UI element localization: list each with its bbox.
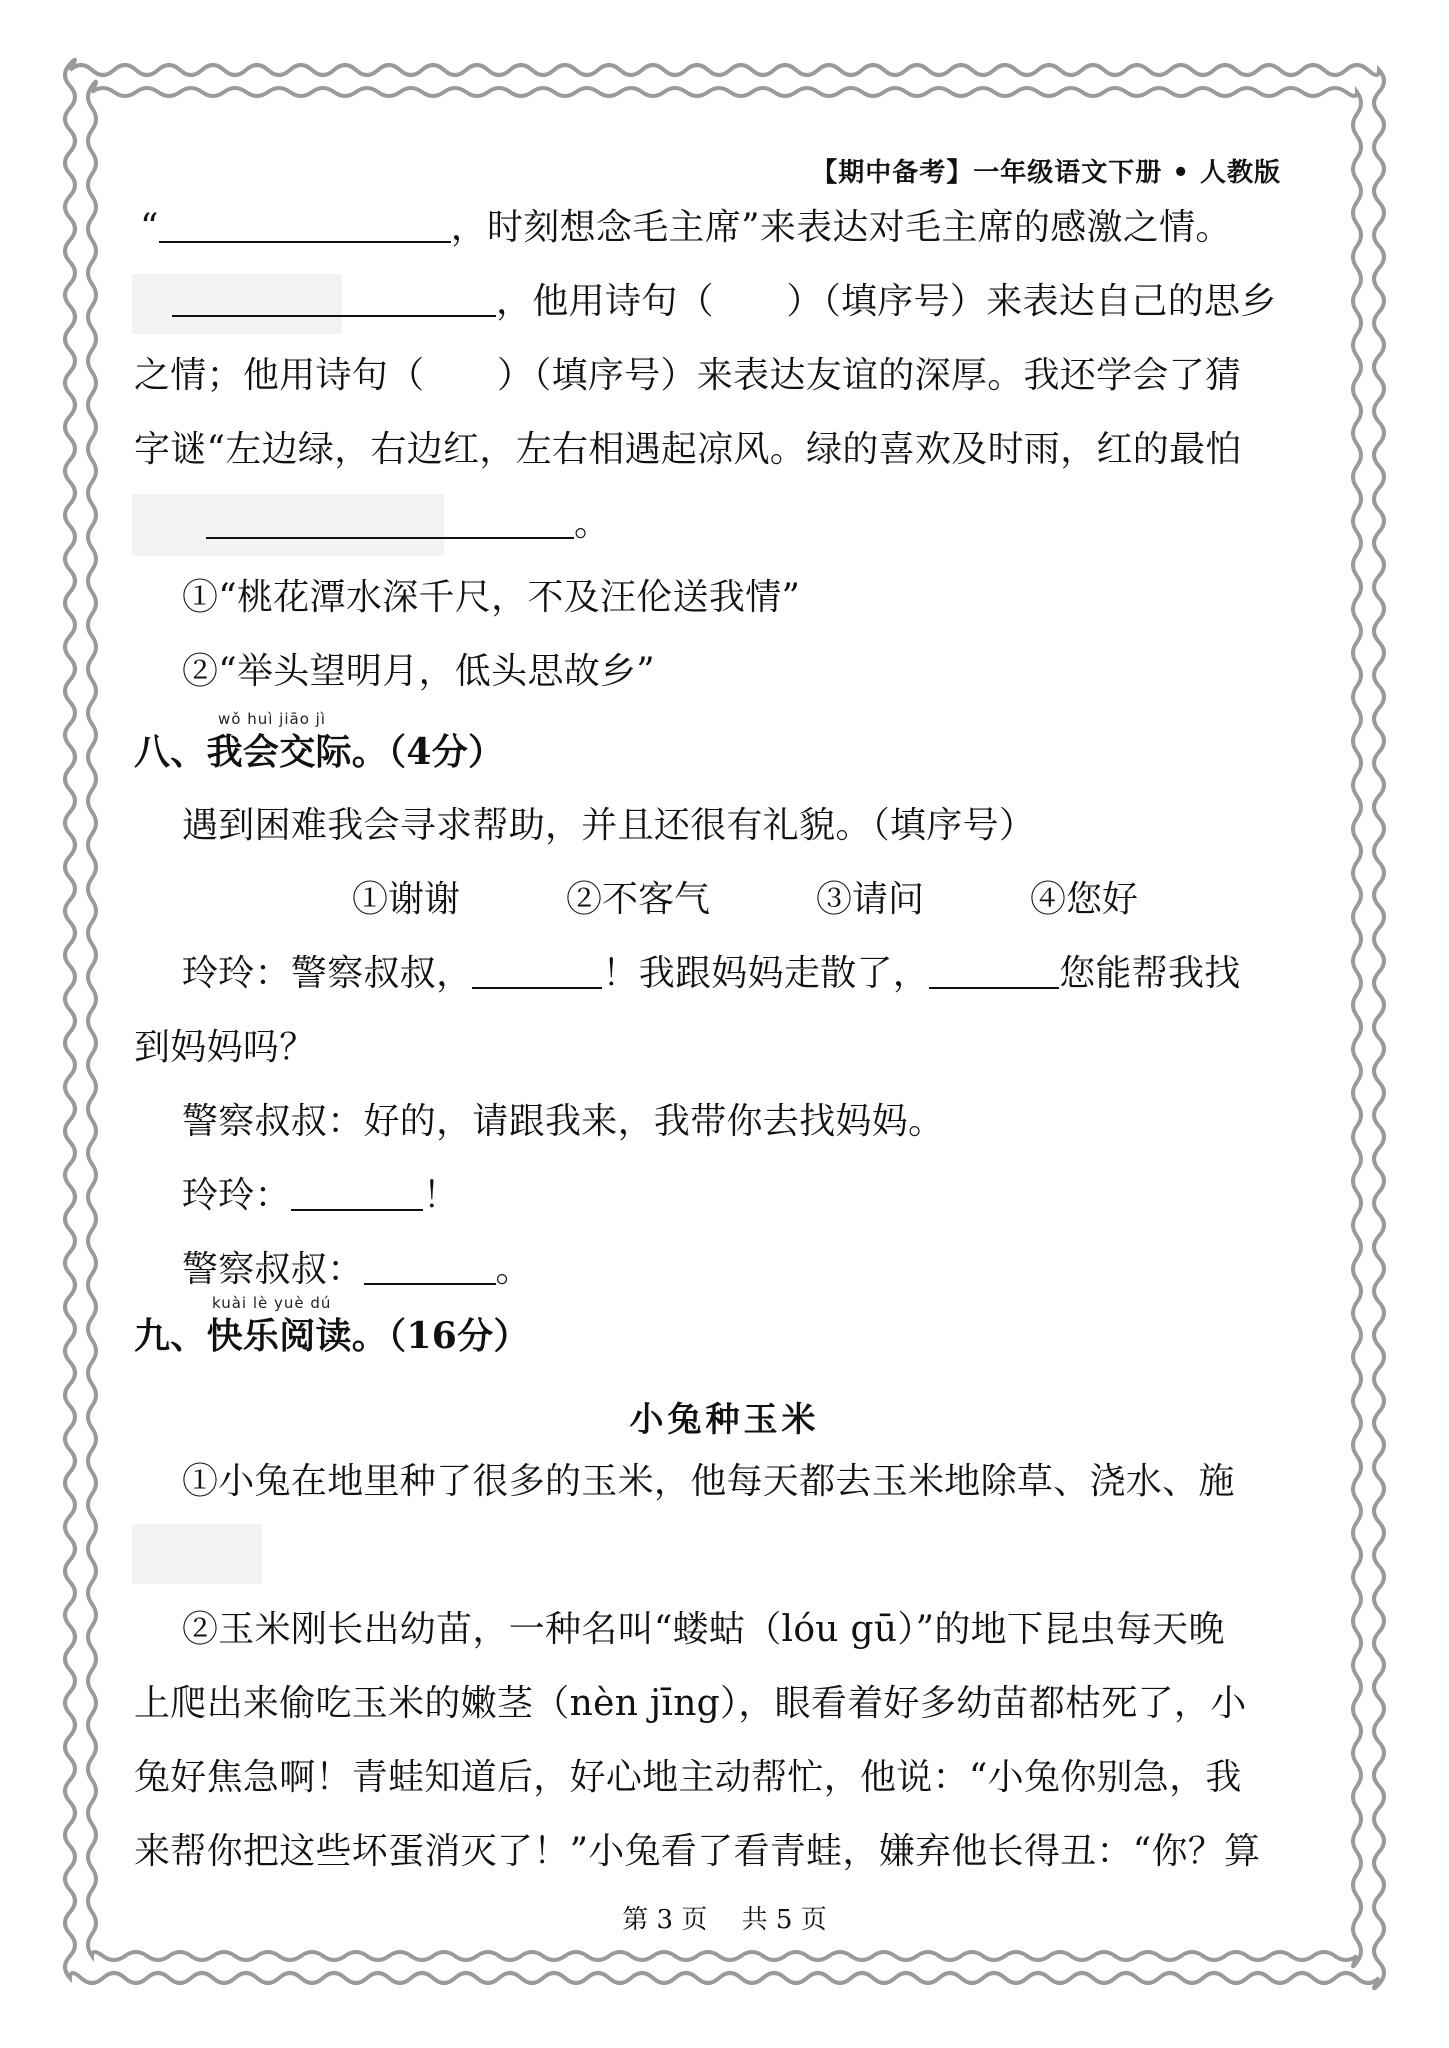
page-header: 【期中备考】一年级语文下册 • 人教版 [811,158,1281,188]
choice-thanks: ①谢谢 [352,879,461,920]
poem-option-2: ②“举头望明月，低头思故乡” [182,651,656,692]
section7-line3: 之情；他用诗句（ ）（填序号）来表达友谊的深厚。我还学会了猜 [134,355,1242,396]
answer-blank[interactable] [206,503,574,539]
section7-line4: 字谜“左边绿，右边红，左右相遇起凉风。绿的喜欢及时雨，红的最怕 [134,429,1242,470]
answer-blank[interactable] [472,953,602,989]
section7-line1: “ ，时刻想念毛主席”来表达对毛主席的感激之情。 [140,207,1232,248]
dialogue-line-1: 玲玲：警察叔叔， ！我跟妈妈走散了， 您能帮我找 [182,953,1241,994]
answer-blank[interactable] [291,1175,423,1211]
dialogue-line-3: 玲玲： ！ [182,1175,460,1216]
section9-title: 九、快乐阅读。（16分） [134,1315,530,1357]
section8-title: 八、我会交际。（4分） [134,731,505,773]
story-paragraph-2-line-4: 来帮你把这些坏蛋消灭了！”小兔看了看青蛙，嫌弃他长得丑：“你？算 [134,1831,1261,1872]
scan-smudge [132,1524,262,1584]
choice-you-are-welcome: ②不客气 [566,879,711,920]
poem-option-1: ①“桃花潭水深千尺，不及汪伦送我情” [182,577,801,618]
answer-blank[interactable] [364,1249,496,1285]
story-paragraph-1: ①小兔在地里种了很多的玉米，他每天都去玉米地除草、浇水、施 [182,1461,1235,1502]
choice-hello: ④您好 [1030,879,1139,920]
answer-blank[interactable] [929,953,1059,989]
story-paragraph-2-line-3: 兔好焦急啊！青蛙知道后，好心地主动帮忙，他说：“小兔你别急，我 [134,1757,1242,1798]
story-paragraph-2-line-1: ②玉米刚长出幼苗，一种名叫“蝼蛄（lóu gū）”的地下昆虫每天晚 [182,1609,1225,1650]
section9-pinyin: kuài lè yuè dú [212,1294,332,1312]
section7-line5: 。 [206,502,610,546]
section7-line2: ，他用诗句（ ）（填序号）来表达自己的思乡 [172,280,1277,324]
dialogue-line-1-cont: 到妈妈吗？ [134,1027,316,1068]
section8-instruction: 遇到困难我会寻求帮助，并且还很有礼貌。（填序号） [182,805,1036,846]
story-paragraph-2-line-2: 上爬出来偷吃玉米的嫩茎（nèn jīng），眼看着好多幼苗都枯死了，小 [134,1683,1247,1724]
section8-pinyin: wǒ huì jiāo jì [218,710,326,728]
story-title: 小兔种玉米 [629,1400,820,1440]
answer-blank[interactable] [172,281,496,317]
page-number: 第 3 页 共 5 页 [622,1905,827,1935]
choice-excuse-me: ③请问 [816,879,925,920]
dialogue-line-2: 警察叔叔：好的，请跟我来，我带你去找妈妈。 [182,1101,945,1142]
dialogue-line-4: 警察叔叔： 。 [182,1249,532,1290]
answer-blank[interactable] [159,207,451,243]
